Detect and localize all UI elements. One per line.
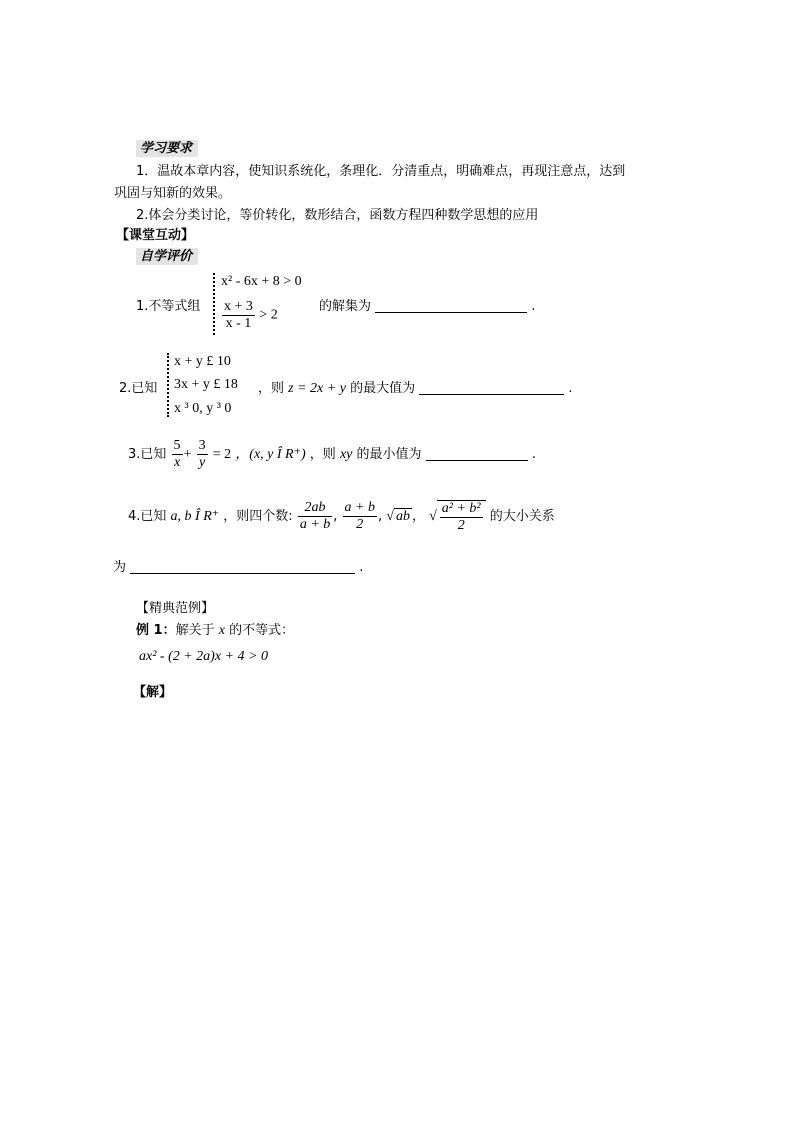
section-header-class-interaction: 【课堂互动】 bbox=[116, 228, 195, 243]
q1-suffix: 的解集为 bbox=[319, 299, 372, 314]
q4-fraction-1-numerator: 2ab bbox=[304, 500, 326, 516]
self-evaluation-title: 自学评价 bbox=[136, 248, 198, 265]
example-1-inequality: ax² - (2 + 2a)x + 4 > 0 bbox=[139, 649, 268, 664]
q1-fraction-denominator: x - 1 bbox=[222, 315, 255, 332]
q2-objective: z = 2x + y bbox=[288, 381, 346, 396]
q4-fraction-2 bbox=[343, 500, 377, 533]
q3-answer-blank[interactable] bbox=[426, 446, 528, 461]
q1-fraction-relation: > 2 bbox=[259, 307, 278, 323]
example-1-text: 解关于 bbox=[175, 623, 215, 638]
q4-sqrt-1-radicand: ab bbox=[395, 509, 410, 525]
q3-fraction-1-denominator: x bbox=[172, 454, 183, 471]
q4-sqrt-1: √ ab bbox=[386, 509, 410, 525]
subheader-self-evaluation bbox=[136, 245, 198, 264]
q4-line2-prefix: 为 bbox=[113, 560, 127, 575]
q3-end: . bbox=[531, 447, 536, 462]
q3-condition: ，(x, y Î R⁺) bbox=[235, 447, 306, 462]
q1-fraction bbox=[222, 299, 255, 332]
question-3 bbox=[128, 438, 536, 471]
q3-suffix: 的最小值为 bbox=[356, 447, 422, 462]
q1-inequality-2 bbox=[221, 299, 278, 332]
q3-fraction-2-denominator: y bbox=[197, 454, 208, 471]
q2-end: . bbox=[568, 381, 573, 396]
q2-system-brace bbox=[167, 353, 169, 417]
example-1-label: 例 1： bbox=[136, 623, 176, 638]
q1-end: . bbox=[531, 299, 536, 314]
q4-fraction-2-denominator: 2 bbox=[343, 516, 377, 533]
requirement-item-1-line-2: 巩固与知新的效果。 bbox=[114, 186, 232, 201]
q4-condition: a, b Î R⁺ bbox=[170, 509, 220, 525]
q4-fraction-1 bbox=[298, 500, 332, 533]
q3-variable: xy bbox=[339, 447, 353, 462]
requirement-item-2: 2.体会分类讨论，等价转化，数形结合，函数方程四种数学思想的应用 bbox=[136, 208, 539, 223]
q4-suffix: 的大小关系 bbox=[489, 509, 555, 525]
q2-constraint-3: x ³ 0, y ³ 0 bbox=[174, 401, 232, 416]
q2-prefix: 2.已知 bbox=[119, 381, 158, 396]
q2-answer-blank[interactable] bbox=[419, 380, 564, 395]
q3-mid: ，则 bbox=[309, 447, 336, 462]
q2-constraint-2: 3x + y £ 18 bbox=[174, 377, 238, 392]
q3-prefix: 3.已知 bbox=[128, 447, 167, 462]
q4-fraction-1-denominator: a + b bbox=[299, 517, 331, 533]
q4-sqrt-2-numerator: a² + b² bbox=[441, 501, 481, 516]
q3-plus: + bbox=[183, 447, 192, 462]
question-4: 4.已知 a, b Î R⁺ ，则四个数: $\frac{2ab}{a + b}$ , $\frac{a + b}{2}$ , √ ab ， √ $\frac{\text{a² + b²}}{2}$ 的大小关系 bbox=[128, 500, 555, 533]
q4-sqrt-2: √ $\frac{\text{a² + b²}}{2}$ bbox=[429, 509, 486, 524]
example-1-text-2: 的不等式： bbox=[229, 623, 295, 638]
q3-fraction-1 bbox=[172, 438, 183, 471]
q3-equals: = 2 bbox=[212, 447, 232, 462]
q2-constraint-1: x + y £ 10 bbox=[174, 354, 231, 369]
q3-fraction-2 bbox=[197, 438, 208, 471]
section-header-learning-requirements bbox=[136, 137, 198, 156]
example-header: 【精典范例】 bbox=[136, 601, 215, 616]
q4-sqrt-2-denominator: 2 bbox=[440, 517, 483, 534]
q1-inequality-1: x² - 6x + 8 > 0 bbox=[221, 274, 302, 289]
q4-end: . bbox=[359, 560, 364, 575]
q2-mid: ，则 bbox=[258, 381, 285, 396]
requirement-item-1-line-1: 1．温故本章内容，使知识系统化，条理化．分清重点，明确难点，再现注意点，达到 bbox=[136, 164, 626, 179]
q4-fraction-2-numerator: a + b bbox=[344, 500, 375, 516]
q1-answer-blank[interactable] bbox=[375, 298, 527, 313]
q3-fraction-1-numerator: 5 bbox=[173, 438, 181, 453]
q3-fraction-2-numerator: 3 bbox=[198, 438, 206, 453]
q4-answer-blank[interactable] bbox=[130, 559, 355, 574]
example-1-variable: x bbox=[218, 623, 225, 638]
q1-system-brace bbox=[213, 273, 215, 335]
q2-suffix: 的最大值为 bbox=[350, 381, 416, 396]
q4-line-2 bbox=[113, 556, 363, 575]
learning-requirements-title: 学习要求 bbox=[136, 140, 198, 157]
q1-suffix-line bbox=[319, 295, 535, 314]
example-1-statement bbox=[136, 619, 294, 639]
q4-mid: ，则四个数: bbox=[223, 509, 293, 525]
solution-label: 【解】 bbox=[133, 685, 173, 700]
q4-prefix: 4.已知 bbox=[128, 509, 167, 525]
q1-fraction-numerator: x + 3 bbox=[224, 299, 253, 314]
q4-sqrt-2-fraction bbox=[440, 501, 483, 534]
q1-prefix: 1.不等式组 bbox=[136, 299, 201, 314]
q2-suffix-line bbox=[258, 377, 573, 397]
